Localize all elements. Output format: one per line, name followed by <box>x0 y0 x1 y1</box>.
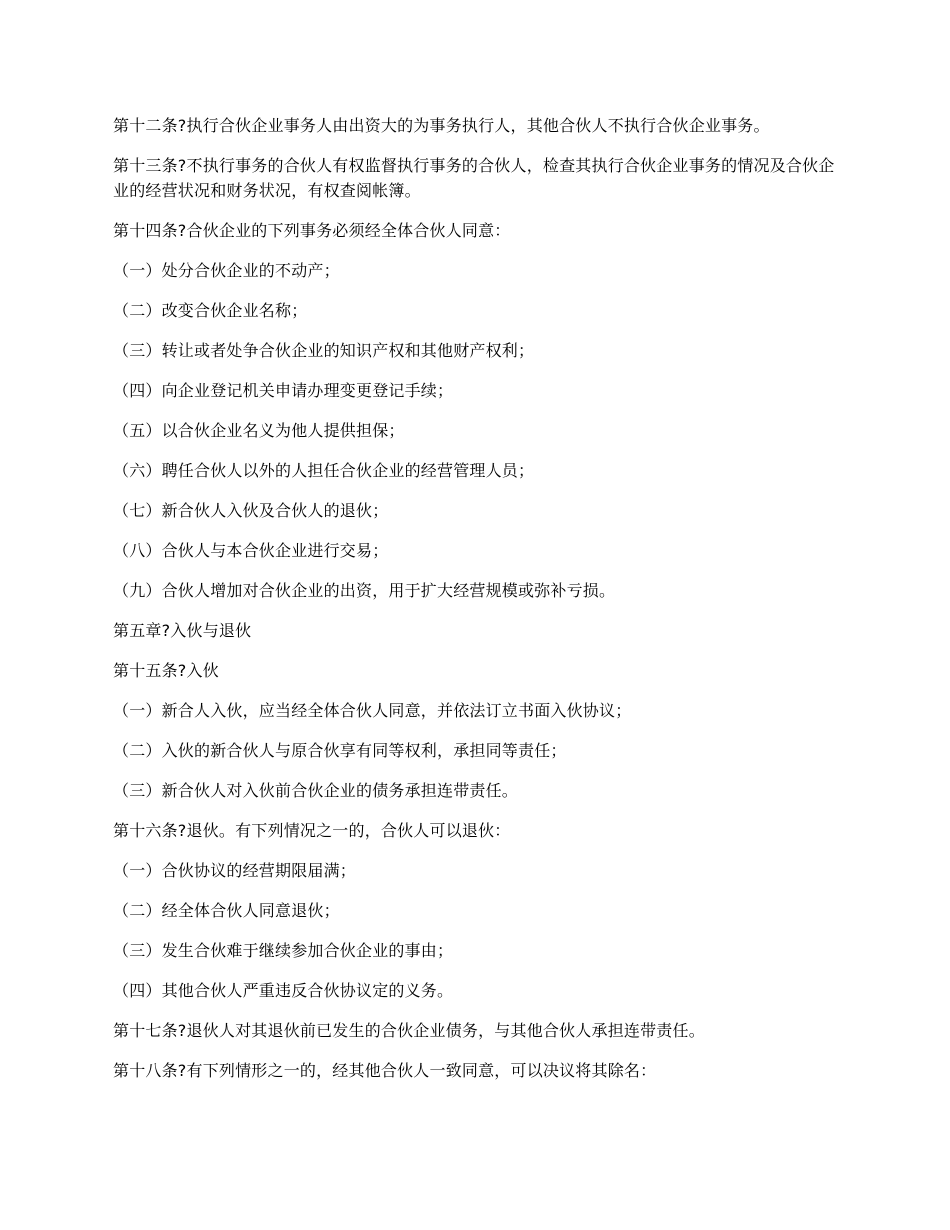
list-item: （一）新合人入伙，应当经全体合伙人同意，并依法订立书面入伙协议； <box>113 701 632 720</box>
list-item: （二）经全体合伙人同意退伙； <box>113 901 340 920</box>
list-item: （五）以合伙企业名义为他人提供担保； <box>113 421 405 440</box>
list-item: （六）聘任合伙人以外的人担任合伙企业的经营管理人员； <box>113 461 535 480</box>
article-16: 第十六条?退伙。有下列情况之一的，合伙人可以退伙： <box>113 821 511 840</box>
list-item: （八）合伙人与本合伙企业进行交易； <box>113 541 389 560</box>
list-item: （一）处分合伙企业的不动产； <box>113 261 340 280</box>
list-item: （三）新合伙人对入伙前合伙企业的债务承担连带责任。 <box>113 781 519 800</box>
document-body <box>113 113 838 1098</box>
article-17: 第十七条?退伙人对其退伙前已发生的合伙企业债务，与其他合伙人承担连带责任。 <box>113 1021 705 1040</box>
list-item: （三）发生合伙难于继续参加合伙企业的事由； <box>113 941 454 960</box>
chapter-5-heading: 第五章?入伙与退伙 <box>113 621 252 640</box>
article-15: 第十五条?入伙 <box>113 661 219 680</box>
article-13: 第十三条?不执行事务的合伙人有权监督执行事务的合伙人，检查其执行合伙企业事务的情况及合伙企业的经营状况和财务状况，有权查阅帐簿。 <box>113 156 835 200</box>
list-item: （九）合伙人增加对合伙企业的出资，用于扩大经营规模或弥补亏损。 <box>113 581 616 600</box>
list-item: （二）改变合伙企业名称； <box>113 301 308 320</box>
article-14: 第十四条?合伙企业的下列事务必须经全体合伙人同意： <box>113 221 511 240</box>
list-item: （三）转让或者处争合伙企业的知识产权和其他财产权利； <box>113 341 535 360</box>
list-item: （七）新合伙人入伙及合伙人的退伙； <box>113 501 389 520</box>
list-item: （四）其他合伙人严重违反合伙协议定的义务。 <box>113 981 454 1000</box>
article-18: 第十八条?有下列情形之一的，经其他合伙人一致同意，可以决议将其除名： <box>113 1061 657 1080</box>
article-12: 第十二条?执行合伙企业事务人由出资大的为事务执行人，其他合伙人不执行合伙企业事务。 <box>113 116 770 135</box>
list-item: （四）向企业登记机关申请办理变更登记手续； <box>113 381 454 400</box>
list-item: （二）入伙的新合伙人与原合伙享有同等权利，承担同等责任； <box>113 741 567 760</box>
list-item: （一）合伙协议的经营期限届满； <box>113 861 357 880</box>
